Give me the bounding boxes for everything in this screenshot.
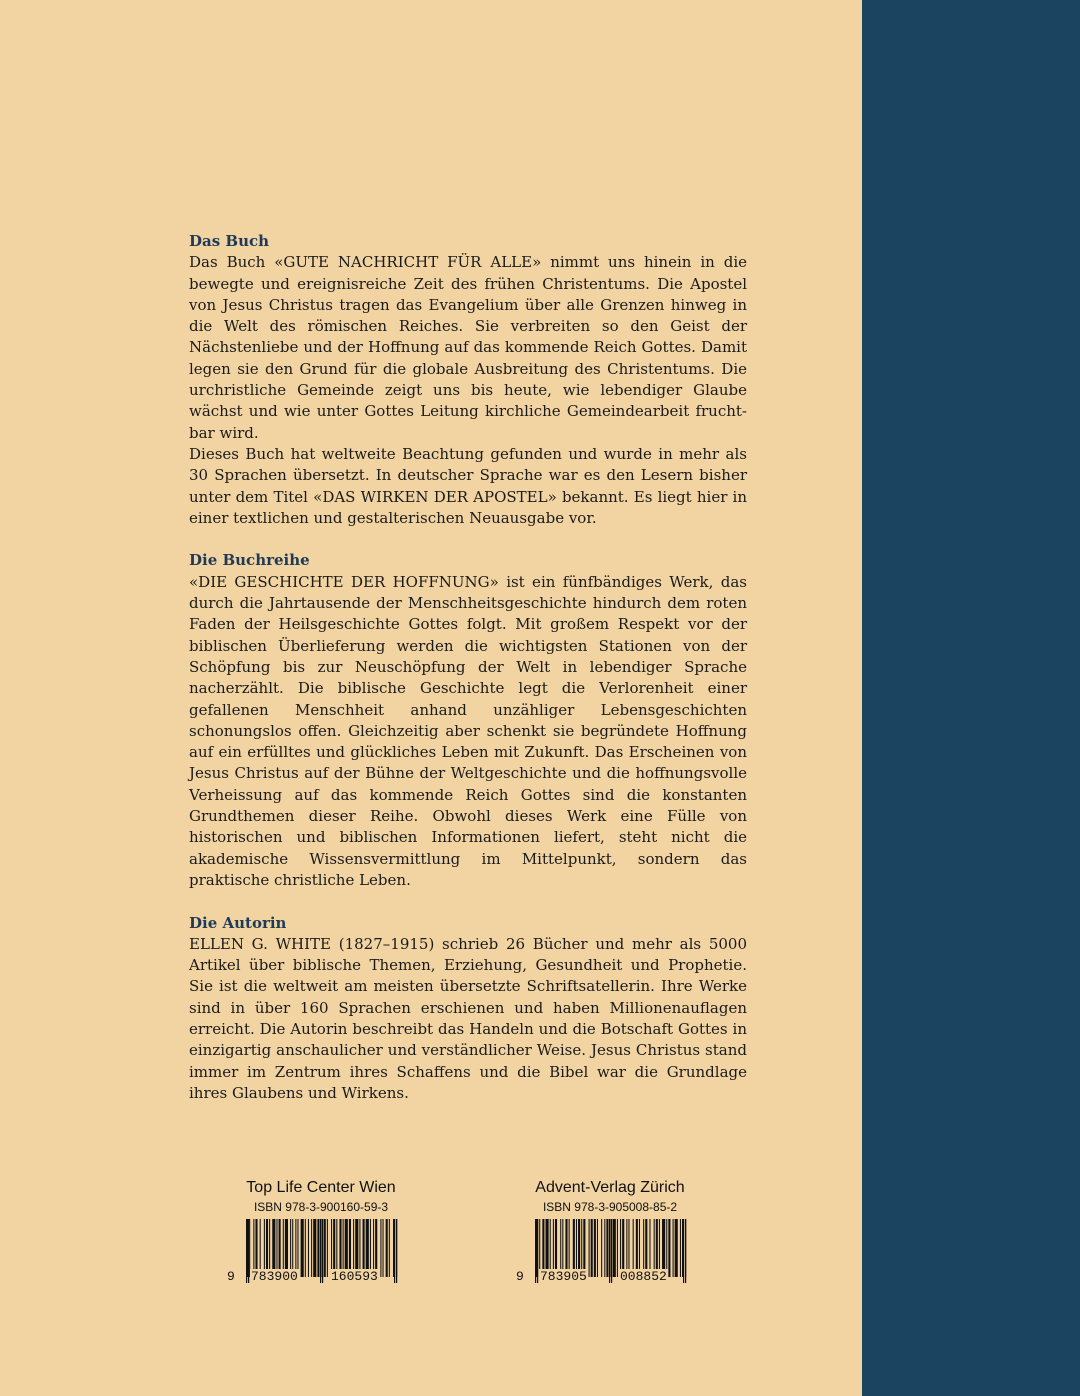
barcode-right-digits: 160593 [331,1269,378,1284]
barcode-guard-bar [685,1219,686,1283]
barcode [226,1217,416,1287]
publisher-block-zuerich [515,1179,705,1287]
barcode-bar [589,1219,590,1277]
book-spine [862,0,1080,1396]
section-heading: Die Autorin [189,913,287,932]
barcode-bar [597,1219,598,1277]
section-heading: Die Buchreihe [189,551,310,570]
barcode-left-digits: 783900 [251,1269,298,1284]
section-heading: Das Buch [189,232,270,250]
barcode-bar [380,1219,381,1277]
barcode-guard-bar [322,1219,323,1283]
paragraph: Dieses Buch hat weltweite Beachtung gefunden und wurde in mehr als 30 Sprachen übersetzt. In deutscher Sprache war es den Lesern bisher unter dem Titel «DAS WIRKEN DER APOSTEL» bekannt. Es liegt hier in einer textlichen und gestalterischen Neuausgabe vor. [189,444,747,527]
barcode-guard-bar [609,1219,610,1283]
barcode-guard-bar [394,1219,395,1283]
back-cover-text [189,231,747,1104]
barcode-bar [673,1219,674,1277]
barcode-bar [313,1219,316,1277]
section-die-autorin [189,913,747,1105]
isbn-label: ISBN 978-3-900160-59-3 [253,1200,389,1214]
section-das-buch [189,231,747,529]
barcode-bar [680,1219,681,1277]
barcode-bar [327,1219,328,1277]
barcode-bar [317,1219,319,1277]
barcode-bar [305,1219,306,1277]
section-die-buchreihe [189,550,747,891]
barcode-bar [308,1219,309,1277]
publisher-name: Advent-Verlag Zürich [535,1179,685,1196]
barcode-bar [301,1219,304,1277]
paragraph: Das Buch «GUTE NACHRICHT FÜR ALLE» nimmt uns hinein in die bewegte und ereignisreiche Zeit des frühen Christentums. Die Apostel von Jesus Christus tragen das Evangelium über alle Grenzen hinweg in die Welt des römischen Reiches. Sie verbreiten so den Geist der Nächstenliebe und der Hoffnung auf das kommende Reich Gottes. Damit legen sie den Grund für die globale Ausbreitung des Christentums. Die urchristliche Gemeinde zeigt uns bis heute, wie lebendiger Glaube wächst und wie unter Gottes Leitung kirchliche Gemeindearbeit fruchtbar wird. [189,253,747,442]
barcode-bar [386,1219,388,1277]
barcode-bar [606,1219,608,1277]
barcode [515,1217,705,1287]
barcode-bar [591,1219,593,1277]
barcode-bar [601,1219,602,1277]
barcode-guard-bar [396,1219,397,1283]
barcode-guard-bar [246,1219,247,1283]
publisher-block-wien [226,1179,416,1287]
barcode-lead-digit: 9 [516,1269,524,1284]
barcode-bar [682,1219,683,1277]
barcode-bar [668,1219,670,1277]
publisher-name: Top Life Center Wien [246,1179,396,1196]
barcode-bar [675,1219,678,1277]
barcode-bar [324,1219,326,1277]
paragraph: «DIE GESCHICHTE DER HOFFNUNG» ist ein fünfbändiges Werk, das durch die Jahrtausende der Menschheitsgeschichte hindurch dem roten Faden der Heilsgeschichte Gottes folgt. Mit großem Respekt vor der biblischen Überlieferung werden die wichtigsten Stationen von der Schöpfung bis zur Neuschöpfung der Welt in lebendiger Sprache nacherzählt. Die biblische Geschichte legt die Verlorenheit einer gefallenen Menschheit anhand unzähliger Lebensgeschichten schonungslos offen. Gleichzeitig aber schenkt sie begründete Hoffnung auf ein erfülltes und glückliches Leben mit Zukunft. Das Erscheinen von Jesus Christus auf der Bühne der Weltgeschichte und die hoffnungsvolle Verheissung auf das kommende Reich Gottes sind die konstanten Grundthemen dieser Reihe. Obwohl dieses Werk eine Fülle von historischen und biblischen Informationen liefert, steht nicht die akademische Wissensvermittlung im Mittelpunkt, sondern das praktische christliche Leben. [189,572,747,889]
barcode-lead-digit: 9 [227,1269,235,1284]
barcode-guard-bar [535,1219,536,1283]
barcode-guard-bar [320,1219,321,1283]
barcode-bar [311,1219,312,1277]
paragraph: ELLEN G. WHITE (1827–1915) schrieb 26 Bücher und mehr als 5000 Artikel über biblische Themen, Erziehung, Gesundheit und Prophetie. Sie ist die weltweit am meisten übersetzte Schriftsatellerin. Ihre Werke sind in über 160 Sprachen erschienen und haben Millionenauflagen erreicht. Die Autorin beschreibt das Handeln und die Botschaft Gottes in einzigartig anschaulicher und verständlicher Weise. Jesus Christus stand immer im Zentrum ihres Schaffens und die Bibel war die Grundlage ihres Glaubens und Wirkens. [189,934,747,1102]
barcode-bar [617,1219,618,1277]
barcode-guard-bar [683,1219,684,1283]
barcode-bar [389,1219,390,1277]
barcode-right-digits: 008852 [620,1269,667,1284]
barcode-bar [604,1219,605,1277]
isbn-label: ISBN 978-3-905008-85-2 [542,1200,678,1214]
barcode-guard-bar [611,1219,612,1283]
barcode-bar [613,1219,616,1277]
barcode-bar [383,1219,384,1277]
barcode-left-digits: 783905 [540,1269,587,1284]
barcode-bar [594,1219,596,1277]
